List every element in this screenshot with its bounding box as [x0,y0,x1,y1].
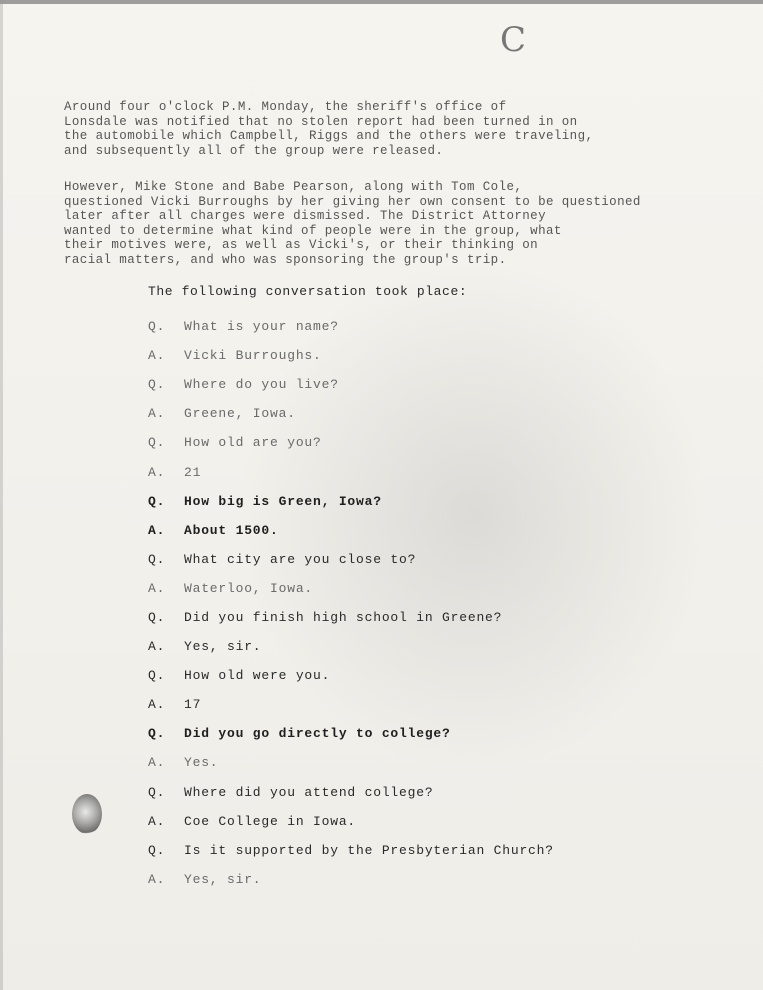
transcript-row [148,603,708,632]
conversation-intro: The following conversation took place: [148,284,468,299]
row-label: A. [148,755,166,771]
transcript-row [148,370,708,399]
transcript-row [148,865,708,894]
paragraph-line: racial matters, and who was sponsoring the group's trip. [64,252,507,267]
paragraph-line: later after all charges were dismissed. The District Attorney [64,209,546,223]
row-text: What city are you close to? [184,551,417,567]
transcript-row [148,661,708,690]
row-text: How big is Green, Iowa? [184,493,382,509]
paragraph-line: Lonsdale was notified that no stolen report had been turned in on [64,114,578,129]
row-text: Coe College in Iowa. [184,813,357,829]
row-label: Q. [148,609,166,625]
row-label: Q. [148,668,166,684]
transcript-row [148,428,708,457]
row-text: About 1500. [184,522,279,538]
row-label: A. [148,813,166,829]
paragraph-line: However, Mike Stone and Babe Pearson, along with Tom Cole, [64,180,523,194]
transcript-row [148,399,708,428]
row-text: Did you finish high school in Greene? [184,609,503,625]
row-text: Waterloo, Iowa. [184,580,314,596]
transcript-row [148,836,708,865]
row-text: Did you go directly to college? [184,726,451,742]
row-text: Greene, Iowa. [184,406,296,422]
row-text: Yes. [184,755,219,771]
row-label: Q. [148,784,166,800]
row-label: Q. [148,726,166,742]
left-edge-shadow [0,0,3,990]
transcript-row [148,516,708,545]
paragraph-line: the automobile which Campbell, Riggs and the others were traveling, [64,129,594,143]
transcript-row [148,719,708,748]
transcript-row [148,690,708,719]
row-label: A. [148,522,166,538]
row-text: Vicki Burroughs. [184,348,322,364]
row-text: 21 [184,464,202,480]
row-label: A. [148,464,166,480]
top-edge-rule [0,0,763,4]
transcript-row [148,748,708,777]
row-text: Yes, sir. [184,871,262,887]
transcript [148,312,708,894]
row-label: A. [148,697,166,713]
paragraph-line: their motives were, as well as Vicki's, or their thinking on [64,238,539,252]
paragraph-line: wanted to determine what kind of people were in the group, what [64,223,562,238]
row-text: How old were you. [184,668,331,684]
row-label: Q. [148,377,166,393]
row-label: A. [148,639,166,655]
row-label: Q. [148,319,166,335]
transcript-row [148,545,708,574]
transcript-row [148,312,708,341]
transcript-row [148,457,708,486]
row-label: A. [148,580,166,596]
transcript-row [148,487,708,516]
row-text: Where do you live? [184,377,339,393]
row-label: A. [148,406,166,422]
paragraph-line: Around four o'clock P.M. Monday, the sheriff's office of [64,100,507,114]
row-text: 17 [184,697,202,713]
transcript-row [148,632,708,661]
row-label: Q. [148,842,166,858]
transcript-row [148,341,708,370]
row-text: Where did you attend college? [184,784,434,800]
transcript-row [148,778,708,807]
row-label: A. [148,871,166,887]
row-text: How old are you? [184,435,322,451]
paragraph-line: and subsequently all of the group were released. [64,143,444,158]
row-label: Q. [148,493,166,509]
transcript-row [148,807,708,836]
row-label: A. [148,348,166,364]
row-text: Is it supported by the Presbyterian Church? [184,842,554,858]
page-mark: C [500,20,527,60]
punch-hole-mark [72,794,102,834]
transcript-row [148,574,708,603]
row-label: Q. [148,551,166,567]
paragraph-questioning [64,180,704,267]
paragraph-line: questioned Vicki Burroughs by her giving her own consent to be questioned [64,194,641,209]
row-label: Q. [148,435,166,451]
row-text: What is your name? [184,319,339,335]
paragraph-release [64,100,704,158]
row-text: Yes, sir. [184,639,262,655]
